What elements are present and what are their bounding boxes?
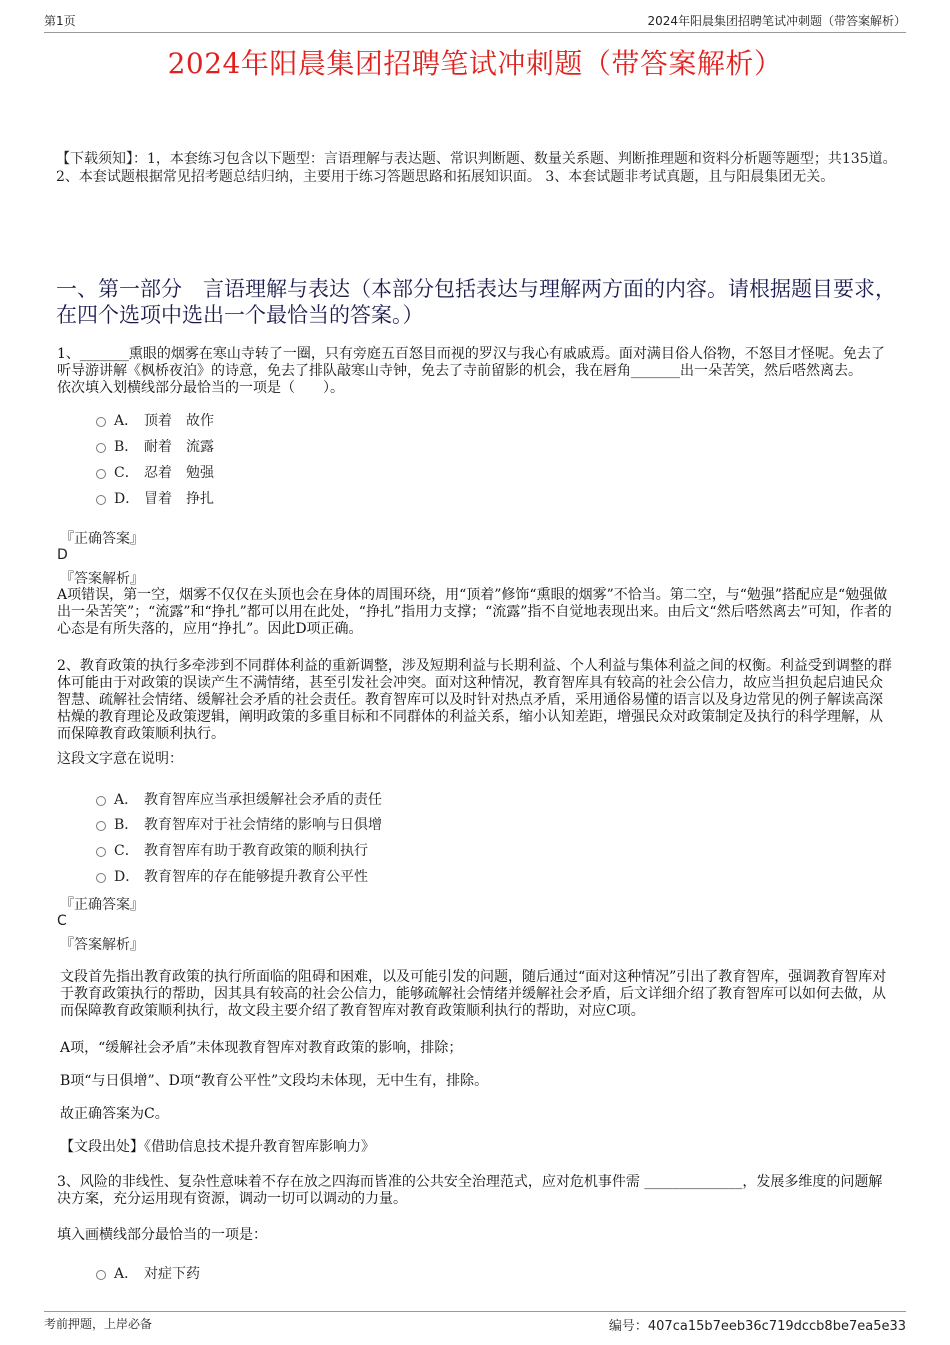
page-header — [44, 12, 906, 33]
q2-analysis-p1: 文段首先指出教育政策的执行所面临的阻碍和困难，以及可能引发的问题，随后通过“面对这种情况”引出了教育智库，强调教育智库对于教育政策执行的帮助，因其具有较高的社会公信力，能够疏解社会情绪并缓解社会矛盾，后文详细介绍了教育智库可以如何去做，从而保障教育政策顺利执行，故文段主要介绍了教育智库对教育政策顺利执行的帮助，对应C项。 — [60, 969, 887, 1019]
radio-icon[interactable] — [96, 1270, 106, 1280]
section-heading: 一、第一部分 言语理解与表达（本部分包括表达与理解两方面的内容。请根据题目要求，在四个选项中选出一个最恰当的答案。） — [56, 277, 896, 327]
q3-option-a[interactable]: A． 对症下药 — [96, 1263, 200, 1283]
page-title: 2024年阳晨集团招聘笔试冲刺题（带答案解析） — [167, 47, 783, 80]
q1-option-a[interactable]: A． 顶着 故作 — [96, 410, 214, 430]
q2-answer: C — [57, 913, 67, 929]
question-2-text: 2、教育政策的执行多牵涉到不同群体利益的重新调整，涉及短期利益与长期利益、个人利益与集体利益之间的权衡。利益受到调整的群体可能由于对政策的误读产生不满情绪，甚至引发社会冲突。面对这种情况，教育智库具有较高的社会公信力，故应当担负起启迪民众智慧、疏解社会情绪、缓解社会矛盾的社会责任。教育智库可以及时针对热点矛盾，采用通俗易懂的语言以及身边常见的例子解读高深枯燥的教育理论及政策逻辑，阐明政策的多重目标和不同群体的利益关系，缩小认知差距，增强民众对政策制定及执行的科学理解，从而保障教育政策顺利执行。 — [57, 658, 892, 742]
q1-analysis-label: 『答案解析』 — [60, 571, 144, 587]
q1-option-d[interactable]: D． 冒着 挣扎 — [96, 488, 214, 508]
question-1-stem: 1、_______熏眼的烟雾在寒山寺转了一圈，只有旁庭五百怒目而视的罗汉与我心有戚戚焉。面对满目俗人俗物，不怒目才怪呢。免去了听导游讲解《枫桥夜泊》的诗意，免去了排队敲寒山寺钟，免去了寺前留影的机会，我在唇角_______出一朵苦笑，然后嗒然离去。 — [57, 346, 885, 379]
radio-icon[interactable] — [96, 495, 106, 505]
q2-option-a[interactable]: A． 教育智库应当承担缓解社会矛盾的责任 — [96, 789, 382, 809]
q2-option-c[interactable]: C． 教育智库有助于教育政策的顺利执行 — [96, 840, 368, 860]
q2-source: 【文段出处】《借助信息技术提升教育智库影响力》 — [60, 1139, 375, 1155]
question-2-prompt: 这段文字意在说明： — [57, 751, 183, 767]
q1-option-b[interactable]: B． 耐着 流露 — [96, 436, 214, 456]
question-1-text — [57, 346, 894, 397]
q2-option-d[interactable]: D． 教育智库的存在能够提升教育公平性 — [96, 866, 368, 886]
page-number: 第1页 — [44, 14, 76, 28]
q1-analysis: A项错误，第一空，烟雾不仅仅在头顶也会在身体的周围环绕，用“顶着”修饰“熏眼的烟雾”不恰当。第二空，与“勉强”搭配应是“勉强做出一朵苦笑”；“流露”和“挣扎”都可以用在此处，“挣扎”指用力支撑；“流露”指不自觉地表现出来。由后文“然后嗒然离去”可知，作者的心态是有所失落的，应用“挣扎”。因此D项正确。 — [57, 587, 892, 637]
radio-icon[interactable] — [96, 417, 106, 427]
q1-answer: D — [57, 547, 68, 563]
header-doc-title: 2024年阳晨集团招聘笔试冲刺题（带答案解析） — [647, 14, 906, 28]
q2-correct-answer-label: 『正确答案』 — [60, 897, 144, 913]
radio-icon[interactable] — [96, 443, 106, 453]
question-3-text: 3、风险的非线性、复杂性意味着不存在放之四海而皆准的公共安全治理范式，应对危机事件需 ______________，发展多维度的问题解决方案，充分运用现有资源，调动一切可以调动的力量。 — [57, 1174, 883, 1207]
download-notice: 【下载须知】：1，本套练习包含以下题型：言语理解与表达题、常识判断题、数量关系题、判断推理题和资料分析题等题型；共135道。 2、本套试题根据常见招考题总结归纳，主要用于练习答题思路和拓展知识面。 3、本套试题非考试真题，且与阳晨集团无关。 — [56, 151, 897, 185]
radio-icon[interactable] — [96, 796, 106, 806]
q2-analysis-label: 『答案解析』 — [60, 937, 144, 953]
q2-analysis-p3: B项“与日俱增”、D项“教育公平性”文段均未体现，无中生有，排除。 — [60, 1073, 489, 1089]
radio-icon[interactable] — [96, 873, 106, 883]
footer-doc-code: 编号：407ca15b7eeb36c719dccb8be7ea5e33 — [608, 1319, 906, 1334]
q2-analysis-p2: A项，“缓解社会矛盾”未体现教育智库对教育政策的影响，排除； — [60, 1040, 463, 1056]
question-1-prompt: 依次填入划横线部分最恰当的一项是（ ）。 — [57, 380, 344, 396]
footer-slogan: 考前押题，上岸必备 — [44, 1317, 153, 1331]
question-3-prompt: 填入画横线部分最恰当的一项是： — [57, 1227, 267, 1243]
q1-correct-answer-label: 『正确答案』 — [60, 531, 144, 547]
radio-icon[interactable] — [96, 847, 106, 857]
radio-icon[interactable] — [96, 469, 106, 479]
page-footer — [44, 1311, 906, 1337]
radio-icon[interactable] — [96, 821, 106, 831]
q2-option-b[interactable]: B． 教育智库对于社会情绪的影响与日俱增 — [96, 814, 382, 834]
q2-analysis-p4: 故正确答案为C。 — [60, 1106, 169, 1122]
q1-option-c[interactable]: C． 忍着 勉强 — [96, 462, 214, 482]
